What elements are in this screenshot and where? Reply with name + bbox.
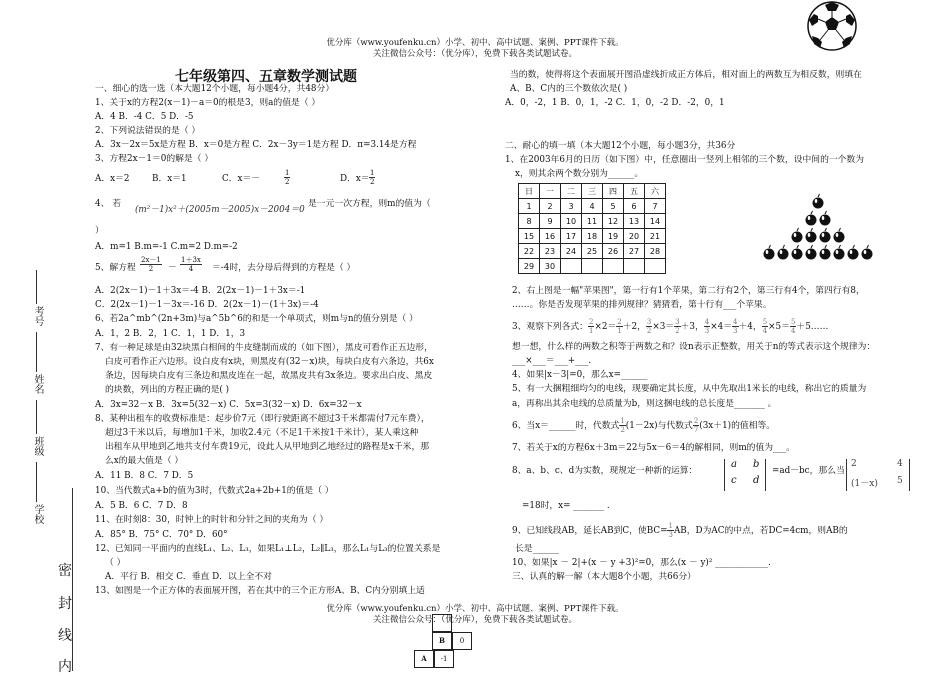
apple-icon: [806, 211, 817, 226]
fill-6-lead: 6、当x＝______时，代数式: [512, 420, 620, 431]
question-3-option-a: A．x＝2: [95, 174, 130, 184]
section-3-heading: 三、认真的解一解（本大题8个小题，共66分）: [512, 572, 696, 582]
calendar-cell: 22: [519, 244, 540, 259]
fill-5-line-2: a，再称出其余电线的总质量为b，则这捆电线的总长度是_______ 。: [512, 399, 777, 409]
apple-icon: [778, 245, 789, 260]
apple-icon: [862, 245, 873, 260]
question-4-close: ）: [95, 226, 104, 236]
calendar-cell: 11: [582, 214, 603, 229]
seal-char-4: 内: [58, 659, 72, 675]
calendar-row: [519, 229, 666, 244]
calendar-row: [519, 259, 666, 274]
calendar-cell: 7: [645, 199, 666, 214]
fill-3-pattern: [512, 318, 828, 335]
apple-icon: [792, 228, 803, 243]
frac-5-4-b: $\frac{5}{4}$: [790, 318, 796, 335]
calendar-cell: 20: [624, 229, 645, 244]
frac-2-1-b: $\frac{2}{1}$: [617, 318, 622, 335]
seal-char-1: 密: [58, 563, 72, 579]
calendar-cell: [624, 259, 645, 274]
apple-icon: [820, 228, 831, 243]
page-title: 七年级第四、五章数学测试题: [175, 69, 357, 85]
fill-8-lead: 8、a、b、c、d为实数，现规定一种新的运算：: [512, 466, 698, 476]
fill-6-mid: (1－2x)与代数式: [625, 420, 693, 431]
question-3-option-c: C．x＝－: [222, 174, 261, 184]
fill-10: 10、如果|x － 2|+(x － y +3)²=0，那么(x － y)² ____________.: [512, 558, 771, 568]
fill-9-tail: AB，D为AC的中点，若DC=4cm，则AB的: [673, 525, 848, 536]
question-5-fraction-2: $\frac{1+3x}{4}$: [181, 256, 201, 273]
q13-continued-2: A、B、C内的三个数依次是( ): [510, 84, 628, 94]
calendar-cell: 三: [582, 184, 603, 199]
apple-icon: [820, 211, 831, 226]
fill-6: [512, 417, 775, 434]
calendar-cell: [582, 259, 603, 274]
cube-face-a: A: [414, 650, 434, 668]
frac-5-4-a: $\frac{5}{4}$: [762, 318, 768, 335]
question-10-options: A．5 B．6 C．7 D．8: [95, 501, 188, 511]
seal-char-3: 线: [58, 628, 72, 644]
det2-d: 5: [897, 476, 903, 486]
fill-1-line-1: 1、在2003年6月的日历（如下图）中，任意圈出一竖列上相邻的三个数，设中间的一个数为: [505, 155, 865, 165]
question-4-text: 是一元一次方程，则m的值为（: [308, 199, 431, 209]
cube-face-0: 0: [452, 632, 472, 650]
det1-c: c: [731, 475, 737, 486]
calendar-cell: 4: [582, 199, 603, 214]
calendar-cell: 一: [540, 184, 561, 199]
section-1-heading: 一、细心的选一选（本大题12个小题，每小题4分，共48分）: [95, 84, 335, 94]
calendar-row: [519, 244, 666, 259]
calendar-cell: 日: [519, 184, 540, 199]
calendar-cell: 28: [645, 244, 666, 259]
footer-line-2: 关注微信公众号：（优分库），免费下载各类试题试卷。: [372, 615, 577, 625]
det1-b: b: [753, 459, 760, 470]
determinant-values: [846, 459, 910, 491]
header-line-2: 关注微信公众号：（优分库），免费下载各类试题试卷。: [372, 49, 577, 59]
apple-icon: [834, 228, 845, 243]
calendar-header-row: [519, 184, 666, 199]
section-2-heading: 二、耐心的填一填（本大题12个小题，每小题3分，共36分: [505, 141, 736, 151]
question-8-line-3: 出租车从甲地到乙地共支付车费19元，设此人从甲地到乙地经过的路程是x千米，那: [105, 442, 430, 452]
question-5-options-2: C．2(2x－1)－1－3x＝-16 D．2(2x－1)－(1＋3x)＝-4: [95, 300, 319, 310]
calendar-cell: 1: [519, 199, 540, 214]
calendar-cell: 10: [561, 214, 582, 229]
fill-3-plus4: ＋4，: [738, 321, 762, 332]
det2-a: 2: [851, 459, 857, 469]
question-13: 13、如图是一个正方体的表面展开图，若在其中的三个正方形A、B、C内分别填上适: [95, 586, 425, 596]
calendar-cell: 24: [561, 244, 582, 259]
fill-2-line-1: 2、右上图是一幅"苹果图"，第一行有1个苹果，第二行有2个，第三行有4个，第四行有8，: [512, 286, 865, 296]
label-school: 学校: [32, 504, 43, 524]
fill-6-frac-1: $\frac{1}{2}$: [620, 417, 625, 434]
question-4-equation: (m²－1)x²＋(2005m－2005)x－2004＝0: [135, 205, 305, 215]
question-5-lead: 5、解方程: [95, 263, 136, 273]
question-7-line-2: 白皮可看作正六边形。设白皮有x块，则黑皮有(32－x)块，每块白皮有六条边，共6x: [105, 357, 434, 367]
det2-c: (1－x): [851, 479, 878, 489]
calendar-cell: 26: [603, 244, 624, 259]
apple-icon: [792, 245, 803, 260]
cube-face-neg1: -1: [434, 650, 454, 668]
frac-2-1-a: $\frac{2}{1}$: [588, 318, 594, 335]
fill-3-plus3: ＋3，: [680, 321, 704, 332]
question-7-line-3: 条边，因每块白皮有三条边和黑皮连在一起，故黑皮共有3x条边。要求出白皮、黑皮: [105, 371, 433, 381]
calendar-cell: [561, 259, 582, 274]
question-8-line-2: 超过3千米以后，每增加1千米，加收2.4元（不足1千米按1千米计），某人乘这种: [105, 428, 419, 438]
apple-icon: [806, 228, 817, 243]
apple-icon: [834, 245, 845, 260]
calendar-cell: 17: [561, 229, 582, 244]
q13-continued-1: 当的数，使得将这个表面展开图沿虚线折成正方体后，相对面上的两数互为相反数，则填在: [510, 70, 862, 80]
q13-options: A．0，-2，1 B．0，1，-2 C．1，0，-2 D．-2，0，1: [505, 98, 725, 108]
fill-5-line-1: 5、有一大捆粗细均匀的电线，现要确定其长度，从中先取出1米长的电线，称出它的质量为: [512, 384, 867, 394]
question-7-options: A．3x=32－x B．3x=5(32－x) C．5x=3(32－x) D．6x=32－x: [95, 400, 362, 410]
fill-1-line-2: x，则其余两个数分别为______。: [515, 169, 644, 179]
question-5-minus: －: [168, 263, 177, 273]
fill-9-line-2: 长是______: [515, 544, 559, 554]
calendar-cell: 四: [603, 184, 624, 199]
calendar-cell: 23: [540, 244, 561, 259]
question-1-options: A．4 B．-4 C．5 D．-5: [95, 112, 194, 122]
calendar-cell: 9: [540, 214, 561, 229]
question-8-line-4: 么x的最大值是（ ）: [105, 456, 184, 466]
fill-3-times2: ×2＝: [594, 321, 617, 332]
question-1: 1、关于x的方程2(x－1)－a＝0的根是3，则a的值是（ ）: [95, 98, 321, 108]
fill-6-tail: (3x＋1)的值相等。: [699, 420, 776, 431]
fill-4: 4、如果|x－3|=0，那么x=______: [512, 370, 648, 380]
question-12-line-1: 12、已知同一平面内的直线L₁、L₂、L₃，如果L₁⊥L₂，L₂∥L₃，那么L₁与L₃的位置关系是: [95, 544, 441, 554]
question-3-option-d: D．x＝: [340, 174, 370, 184]
question-4-lead: 4、 若: [95, 199, 121, 209]
calendar-cell: 19: [603, 229, 624, 244]
apple-icon: [813, 194, 824, 209]
label-exam-no: 考号: [32, 306, 43, 326]
question-6: 6、若2a^mb^(2n+3m)与a^5b^6的和是一个单项式，则m与n的值分别是（ ）: [95, 314, 418, 324]
calendar-cell: 27: [624, 244, 645, 259]
fill-3-line-3: ___×___＝___+___.: [512, 356, 592, 366]
calendar-cell: 16: [540, 229, 561, 244]
question-12-line-2: （ ）: [105, 558, 126, 568]
fill-9-lead: 9、已知线段AB，延长AB到C，使BC=: [512, 525, 668, 536]
fill-2-line-2: ……。你是否发现苹果的排列规律？猜猜看，第十行有___个苹果。: [512, 300, 772, 310]
calendar-june-2003: [518, 183, 666, 274]
question-12-options: A．平行 B．相交 C．垂直 D．以上全不对: [105, 572, 272, 582]
calendar-cell: 8: [519, 214, 540, 229]
cube-face-b: B: [432, 632, 452, 650]
apple-icon: [848, 245, 859, 260]
frac-3-2-b: $\frac{3}{2}$: [675, 318, 680, 335]
question-2-options: A．3x－2x＝5x是方程 B．x＝0是方程 C．2x－3y＝1是方程 D．π=3.14是方程: [95, 140, 417, 150]
question-5-fraction-1: $\frac{2x-1}{2}$: [141, 256, 161, 273]
calendar-row: [519, 214, 666, 229]
question-4-options: A．m=1 B.m=-1 C.m=2 D.m=-2: [95, 242, 238, 252]
fill-3-lead: 3、观察下列各式：: [512, 321, 588, 332]
calendar-cell: 25: [582, 244, 603, 259]
fill-3-line-2: 想一想，什么样的两数之积等于两数之和？设n表示正整数，用关于n的等式表示这个规律为：: [512, 342, 876, 352]
fill-3-times5: ×5＝: [768, 321, 790, 332]
question-3-option-b: B．x＝1: [152, 174, 187, 184]
calendar-row: [519, 199, 666, 214]
fill-7: 7、若关于x的方程6x＋3m＝22与5x－6＝4的解相同，则m的值为___。: [512, 443, 796, 453]
fraction-half-d: $\frac{1}{2}$: [370, 169, 375, 186]
question-2: 2、下列说法错误的是（ ）: [95, 126, 201, 136]
question-7-line-1: 7、有一种足球是由32块黑白相间的牛皮缝制而成的（如下图），黑皮可看作正五边形，: [95, 343, 433, 353]
calendar-cell: [645, 259, 666, 274]
fraction-half-c: $\frac{1}{2}$: [285, 169, 290, 186]
calendar-cell: 6: [624, 199, 645, 214]
question-8-options: A．11 B．8 C．7 D．5: [95, 471, 194, 481]
frac-4-3-a: $\frac{4}{3}$: [704, 318, 710, 335]
fill-3-plus5: ＋5……: [796, 321, 829, 332]
calendar-cell: 六: [645, 184, 666, 199]
apple-pyramid-figure: [758, 193, 878, 263]
fill-6-frac-2: $\frac{2}{7}$: [693, 417, 699, 434]
apple-icon: [806, 245, 817, 260]
calendar-cell: 21: [645, 229, 666, 244]
calendar-cell: 14: [645, 214, 666, 229]
footer-line-1: 优分库（www.youfenku.cn）小学、初中、高中试题、案例、PPT课件下载。: [326, 604, 624, 614]
calendar-cell: 29: [519, 259, 540, 274]
det2-b: 4: [897, 459, 903, 469]
calendar-cell: [603, 259, 624, 274]
frac-4-3-b: $\frac{4}{3}$: [733, 318, 738, 335]
seal-char-2: 封: [58, 596, 72, 612]
apple-icon: [820, 245, 831, 260]
apple-icon: [764, 245, 775, 260]
fill-8-tail: =18时，x= _______ .: [522, 501, 610, 511]
question-6-options: A．1，2 B．2，1 C．1，1 D．1，3: [95, 329, 246, 339]
fill-3-times4: ×4＝: [710, 321, 733, 332]
question-5-options-1: A．2(2x－1)－1＋3x＝-4 B．2(2x－1)－1＋3x＝-1: [95, 286, 306, 296]
fill-3-times3: ×3＝: [652, 321, 675, 332]
question-8-line-1: 8、某种出租车的收费标准是：起步价7元（即行驶距离不超过3千米都需付7元车费），: [95, 414, 430, 424]
question-5-text: ＝-4时，去分母后得到的方程是（ ）: [212, 263, 356, 273]
question-10: 10、当代数式a+b的值为3时，代数式2a+2b+1的值是（ ）: [95, 486, 334, 496]
calendar-cell: 五: [624, 184, 645, 199]
fill-3-plus2: ＋2，: [622, 321, 646, 332]
calendar-cell: 2: [540, 199, 561, 214]
calendar-cell: 15: [519, 229, 540, 244]
fill-9-frac: $\frac{1}{3}$: [668, 522, 673, 539]
calendar-cell: 3: [561, 199, 582, 214]
calendar-cell: 二: [561, 184, 582, 199]
calendar-cell: 30: [540, 259, 561, 274]
label-class: 班级: [32, 436, 43, 456]
calendar-cell: 5: [603, 199, 624, 214]
header-line-1: 优分库（www.youfenku.cn）小学、初中、高中试题、案例、PPT课件下载。: [326, 38, 624, 48]
question-7-line-4: 的块数，列出的方程正确的是( ): [105, 385, 230, 395]
question-3: 3、方程2x－1＝0的解是（ ）: [95, 154, 214, 164]
binding-margin: [18, 270, 78, 540]
det1-a: a: [731, 459, 737, 470]
label-name: 姓名: [32, 374, 43, 394]
fill-8-mid: =ad－bc，那么当: [772, 466, 845, 476]
calendar-cell: 13: [624, 214, 645, 229]
det1-d: d: [753, 475, 760, 486]
frac-3-2-a: $\frac{3}{2}$: [646, 318, 652, 335]
fill-9-line-1: [512, 522, 848, 539]
question-11-options: A．85° B．75° C．70° D．60°: [95, 530, 228, 540]
determinant-abcd: [724, 459, 766, 491]
question-11: 11、在时刻8：30，时钟上的时针和分针之间的夹角为（ ）: [95, 515, 329, 525]
calendar-cell: 12: [603, 214, 624, 229]
calendar-cell: 18: [582, 229, 603, 244]
